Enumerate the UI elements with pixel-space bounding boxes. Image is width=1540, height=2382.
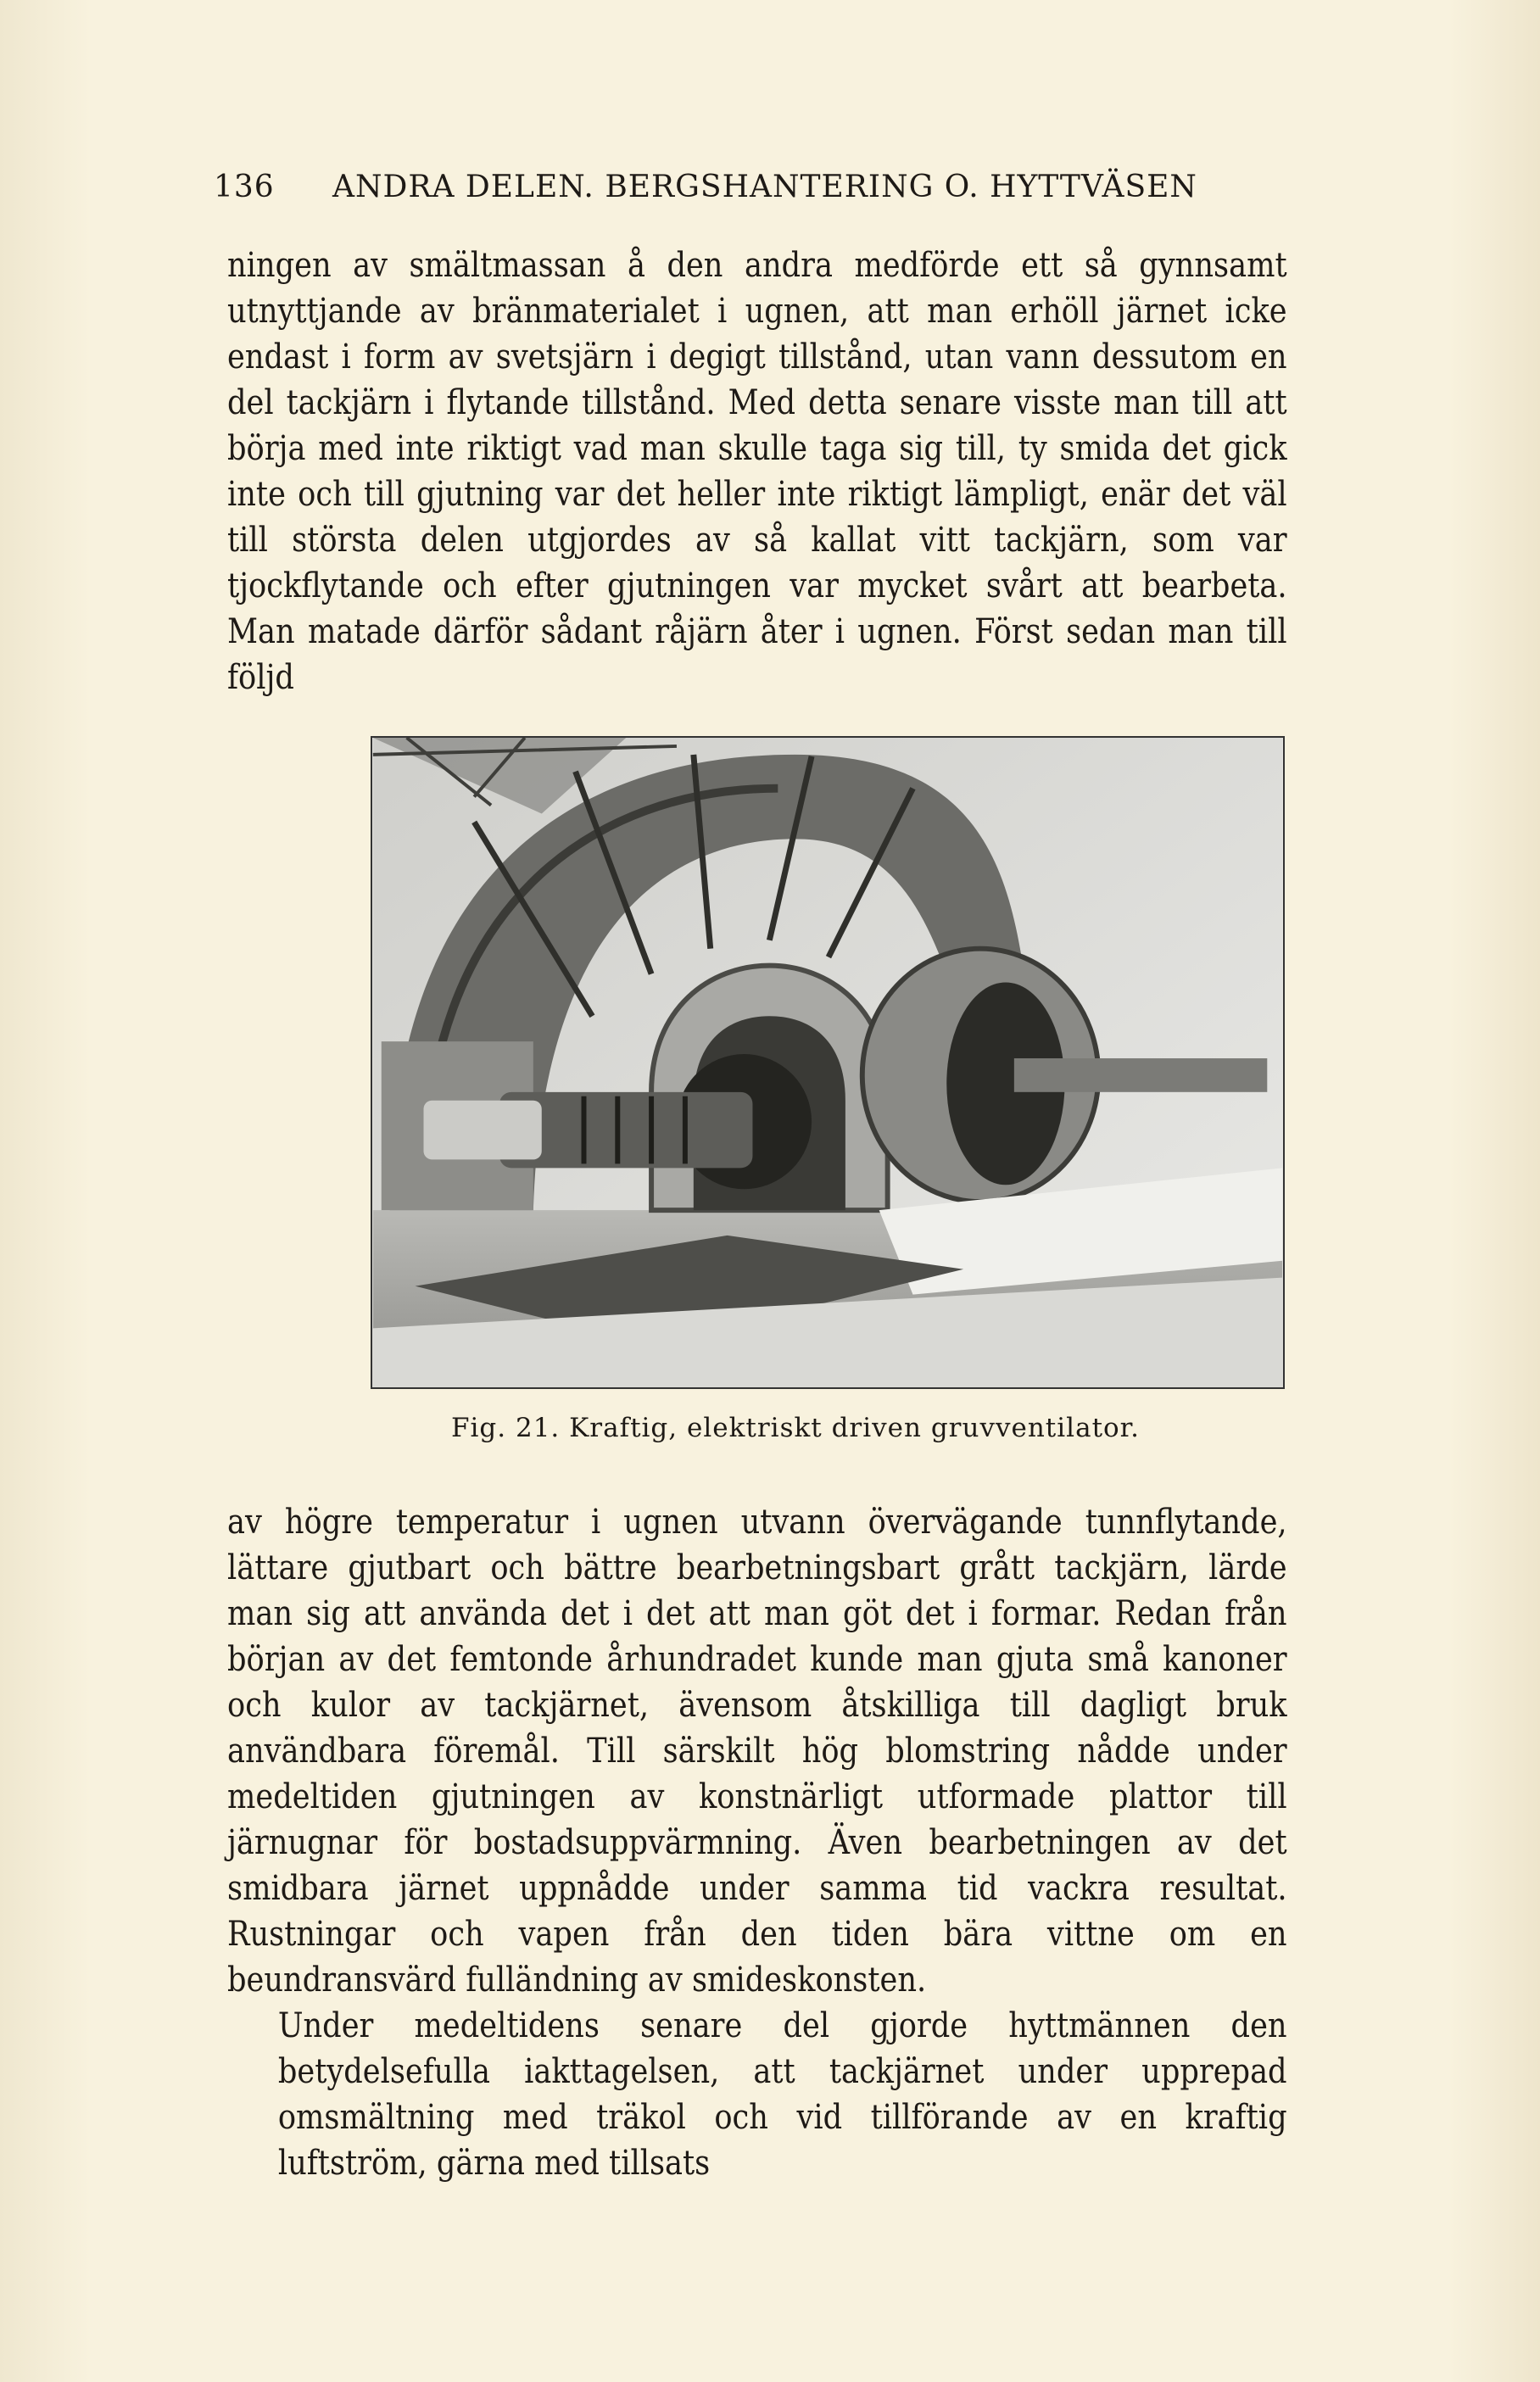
page-number: 136 (214, 170, 275, 204)
body-text-top (227, 243, 1287, 700)
running-title: ANDRA DELEN. BERGSHANTERING O. HYTTVÄSEN (332, 170, 1197, 204)
figure-caption: Fig. 21. Kraftig, elektriskt driven gruvventilator. (451, 1413, 1140, 1443)
paragraph-1: ningen av smältmassan å den andra medförde ett så gynnsamt utnyttjande av bränmaterialet i ugnen, att man erhöll järnet icke endast i form av svetsjärn i degigt tillstånd, utan vann dessutom en del tackjärn i flytande tillstånd. Med detta senare visste man till att börja med inte riktigt vad man skulle taga sig till, ty smida det gick inte och till gjutning var det heller inte riktigt lämpligt, enär det väl till största delen utgjordes av så kallat vitt tackjärn, som var tjockflytande och efter gjutningen var mycket svårt att bearbeta. Man matade därför sådant råjärn åter i ugnen. Först sedan man till följd (227, 246, 1287, 697)
paragraph-3: Under medeltidens senare del gjorde hyttmännen den betydelsefulla iakttagelsen, att tackjärnet under upprepad omsmältning med träkol och vid tillförande av en kraftig luftström, gärna med tillsats (277, 2006, 1287, 2183)
figure-photo (371, 736, 1285, 1389)
body-text-middle (227, 1499, 1287, 2003)
body-text-bottom (227, 2003, 1287, 2186)
electric-mine-fan-illustration (372, 738, 1283, 1387)
paragraph-2: av högre temperatur i ugnen utvann övervägande tunnflytande, lättare gjutbart och bättre bearbetningsbart grått tackjärn, lärde man sig att använda det i det att man göt det i formar. Redan från början av det femtonde århundradet kunde man gjuta små kanoner och kulor av tackjärnet, ävensom åtskilliga till dagligt bruk användbara föremål. Till särskilt hög blomstring nådde under medeltiden gjutningen av konstnärligt utformade plattor till järnugnar för bostadsuppvärmning. Även bearbetningen av det smidbara järnet uppnådde under samma tid vackra resultat. Rustningar och vapen från den tiden bära vittne om en beundransvärd fulländning av smideskonsten. (227, 1503, 1287, 2000)
running-header (214, 170, 1274, 204)
